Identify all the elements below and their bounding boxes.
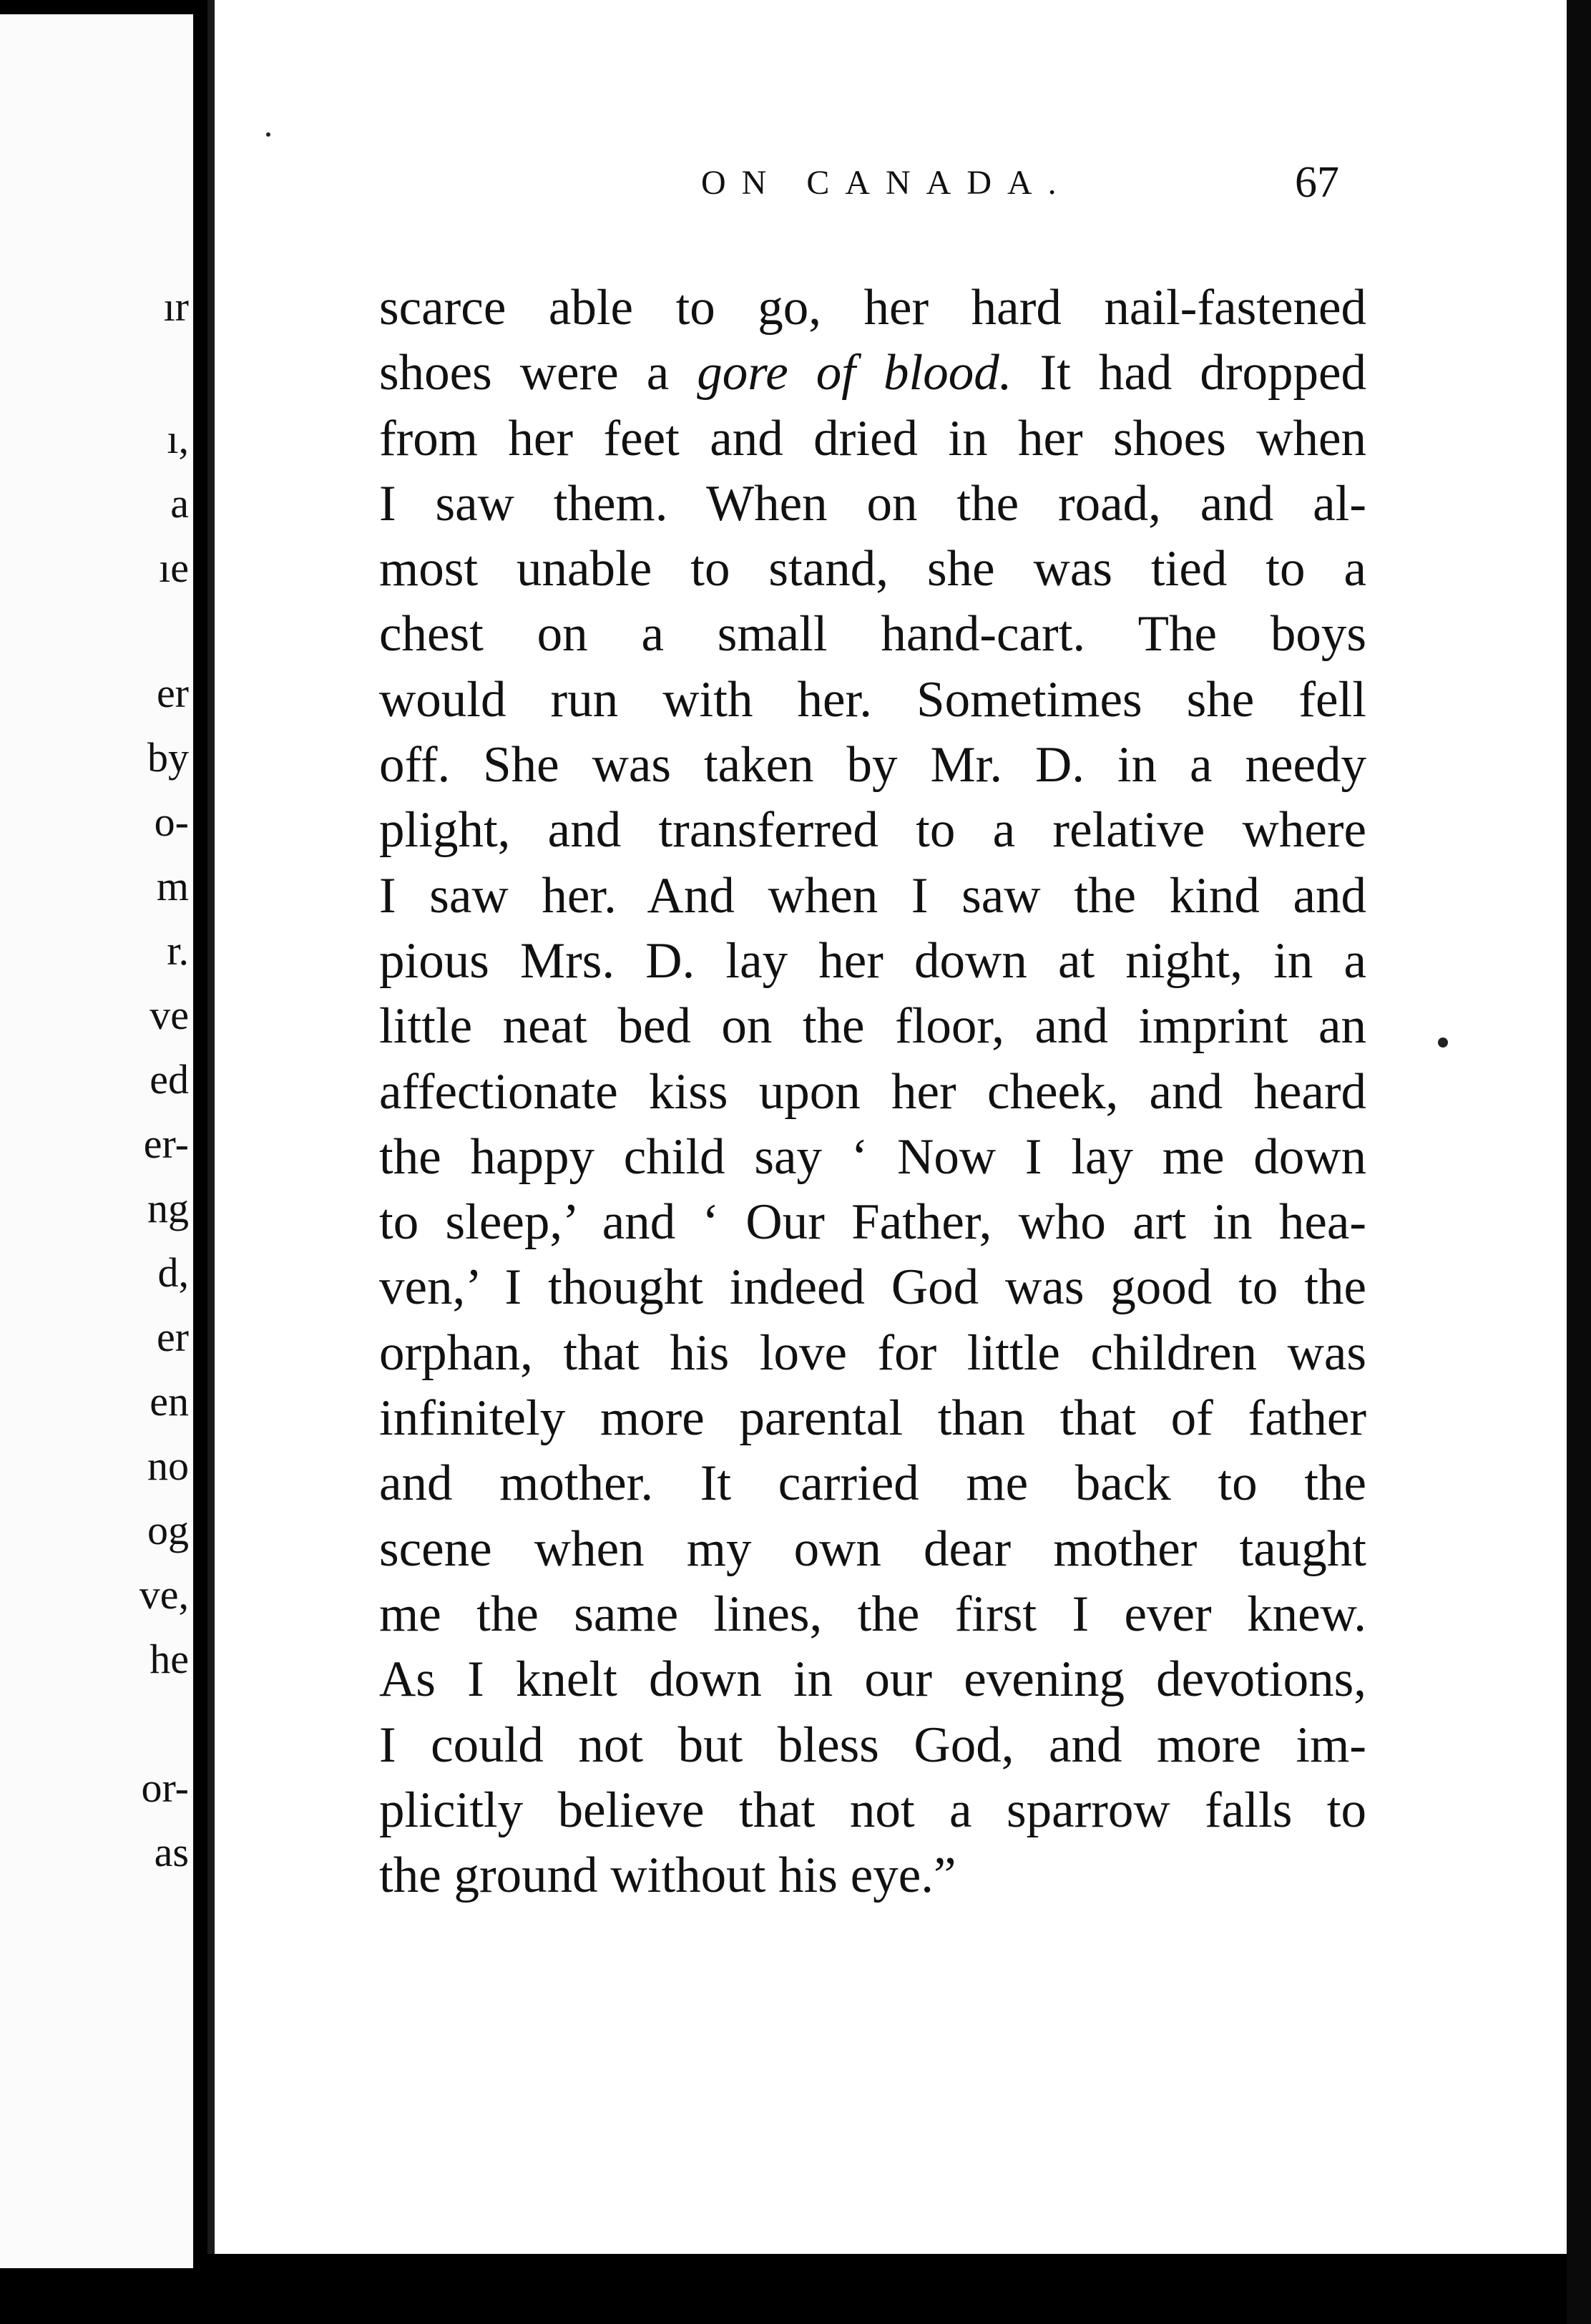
- text-line: little neat bed on the floor, and imprint an: [379, 998, 1366, 1055]
- text-line: affectionate kiss upon her cheek, and heard: [379, 1063, 1366, 1120]
- text-line: the happy child say ‘ Now I lay me down: [379, 1128, 1366, 1185]
- left-page-edge: [0, 14, 193, 2268]
- book-page: [207, 0, 1567, 2254]
- italic-phrase: gore of blood.: [697, 345, 1012, 401]
- page-number: 67: [1295, 158, 1339, 207]
- text-line: I saw them. When on the road, and al-: [379, 475, 1366, 532]
- running-head: [215, 157, 1567, 208]
- text-line: would run with her. Sometimes she fell: [379, 671, 1366, 728]
- left-page-fragment: as: [154, 1829, 189, 1875]
- left-page-fragment: ı,: [167, 416, 189, 462]
- text-line: to sleep,’ and ‘ Our Father, who art in hea-: [379, 1194, 1366, 1251]
- text-line: I saw her. And when I saw the kind and: [379, 867, 1366, 924]
- text-line: most unable to stand, she was tied to a: [379, 541, 1366, 597]
- text-line: me the same lines, the first I ever knew.: [379, 1586, 1366, 1642]
- left-page-fragment: o-: [154, 799, 189, 845]
- left-page-fragment: en: [150, 1378, 189, 1425]
- body-text: [379, 275, 1366, 1908]
- text-line: plicitly believe that not a sparrow falls to: [379, 1782, 1366, 1838]
- left-page-fragment: m: [156, 863, 189, 909]
- text-line: orphan, that his love for little children was: [379, 1324, 1366, 1381]
- left-page-fragment: d,: [157, 1249, 189, 1296]
- left-page-fragment: ıe: [159, 545, 189, 591]
- text-line: scarce able to go, her hard nail-fastened: [379, 280, 1366, 336]
- left-page-fragment: ed: [150, 1056, 189, 1103]
- left-page-fragment: r.: [167, 927, 189, 974]
- left-page-fragment: ve,: [139, 1571, 189, 1618]
- left-page-fragment: ve: [150, 992, 189, 1038]
- text-line: chest on a small hand-cart. The boys: [379, 606, 1366, 663]
- right-page-edge: [1567, 0, 1591, 2324]
- left-page-fragment: ır: [163, 283, 189, 330]
- ink-speck: [1438, 1038, 1448, 1048]
- text-line: I could not but bless God, and more im-: [379, 1717, 1366, 1773]
- text-line: infinitely more parental than that of father: [379, 1390, 1366, 1447]
- text-line: plight, and transferred to a relative where: [379, 802, 1366, 859]
- text-line: ven,’ I thought indeed God was good to the: [379, 1259, 1366, 1316]
- left-page-fragment: a: [170, 480, 189, 527]
- text-line: off. She was taken by Mr. D. in a needy: [379, 737, 1366, 794]
- left-page-fragment: by: [147, 734, 189, 781]
- text-line: from her feet and dried in her shoes when: [379, 410, 1366, 467]
- text-line-start: shoes were a: [379, 345, 697, 401]
- left-page-fragment: er: [156, 670, 189, 716]
- ink-speck: [266, 132, 270, 137]
- left-page-fragment: no: [147, 1442, 189, 1489]
- running-title: ON CANADA.: [701, 164, 1072, 202]
- left-page-fragment: er: [156, 1314, 189, 1360]
- left-page-fragment: ng: [147, 1185, 189, 1231]
- left-page-fragment: or-: [141, 1764, 189, 1811]
- text-line: and mother. It carried me back to the: [379, 1455, 1366, 1512]
- text-line: [379, 341, 1366, 406]
- text-line: scene when my own dear mother taught: [379, 1520, 1366, 1577]
- left-page-fragment: he: [150, 1636, 189, 1682]
- text-line: As I knelt down in our evening devotions,: [379, 1651, 1366, 1708]
- text-line: pious Mrs. D. lay her down at night, in a: [379, 932, 1366, 989]
- text-line-end: It had dropped: [1012, 345, 1366, 401]
- left-page-fragment: er-: [143, 1120, 189, 1167]
- left-page-fragment: og: [147, 1507, 189, 1553]
- text-line: the ground without his eye.”: [379, 1847, 956, 1904]
